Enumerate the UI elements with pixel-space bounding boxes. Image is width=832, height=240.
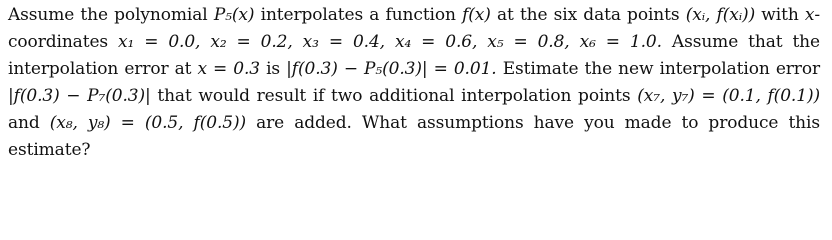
math-point-8: (x₈, y₈) = (0.5, f(0.5)) — [49, 113, 247, 133]
math-node-list: x₁ = 0.0, x₂ = 0.2, x₃ = 0.4, x₄ = 0.6, x₅ = 0.8, x₆ = 1.0. — [118, 32, 662, 52]
coordinates-text: -coordinates — [8, 5, 821, 52]
math-f-of-x: f(x) — [462, 5, 491, 25]
problem-statement — [0, 2, 832, 164]
interpolates-text: interpolates a function — [254, 5, 463, 25]
estimate-text: Estimate the new interpolation error — [496, 59, 820, 79]
with-text: with — [755, 5, 805, 25]
math-point-7: (x₇, y₇) = (0.1, f(0.1)) — [637, 86, 821, 106]
math-x-equals: x = 0.3 — [197, 59, 260, 79]
six-points-text: at the six data points — [490, 5, 686, 25]
math-data-point-pair: (xᵢ, f(xᵢ)) — [685, 5, 756, 25]
assume-error-text: Assume that the interpolation error at — [8, 32, 820, 79]
math-error-p7: |f(0.3) − P₇(0.3)| — [8, 86, 151, 106]
math-p5-of-x: P₅(x) — [213, 5, 255, 25]
math-error-p5: |f(0.3) − P₅(0.3)| = 0.01. — [286, 59, 497, 79]
intro-text: Assume the polynomial — [8, 5, 214, 25]
result-text: that would result if two additional interpolation points — [150, 86, 638, 106]
math-x-variable: x — [804, 5, 815, 25]
closing-text: are added. What assumptions have you made to produce this estimate? — [8, 113, 820, 160]
is-text: is — [259, 59, 287, 79]
and-text: and — [8, 113, 50, 133]
